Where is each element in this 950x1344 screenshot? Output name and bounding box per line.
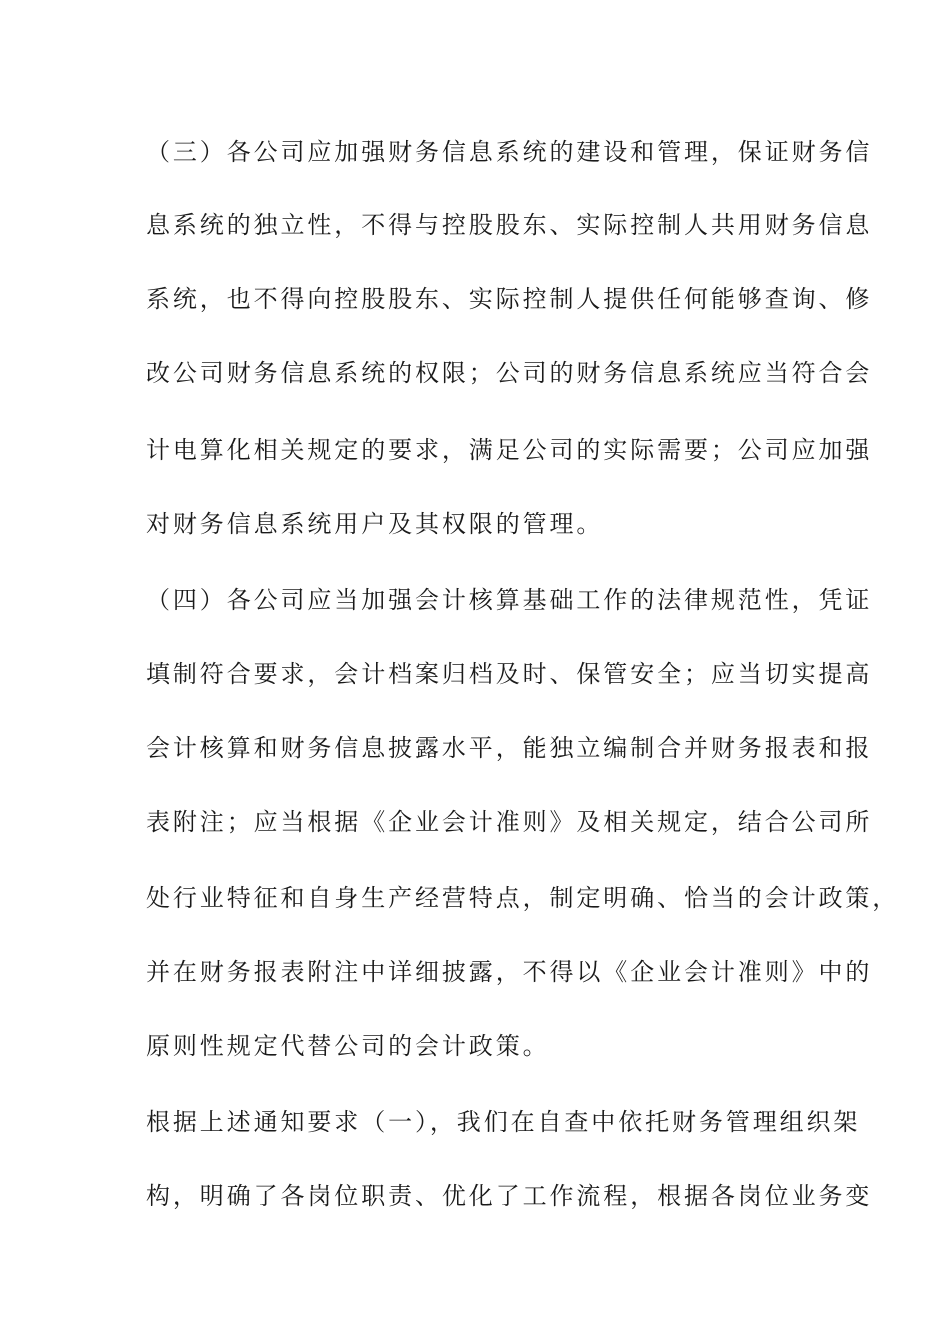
- text-line: 构，明确了各岗位职责、优化了工作流程，根据各岗位业务变: [146, 1182, 873, 1210]
- text-line: 填制符合要求，会计档案归档及时、保管安全；应当切实提高: [146, 660, 873, 688]
- text-line: 系统，也不得向控股股东、实际控制人提供任何能够查询、修: [146, 285, 873, 313]
- text-line: 并在财务报表附注中详细披露，不得以《企业会计准则》中的: [146, 958, 873, 986]
- text-line: 计电算化相关规定的要求，满足公司的实际需要；公司应加强: [146, 436, 873, 464]
- text-line: 对财务信息系统用户及其权限的管理。: [146, 510, 604, 538]
- text-line: 改公司财务信息系统的权限；公司的财务信息系统应当符合会: [146, 359, 873, 387]
- text-line: 息系统的独立性，不得与控股股东、实际控制人共用财务信息: [146, 211, 873, 239]
- text-line: 处行业特征和自身生产经营特点，制定明确、恰当的会计政策，: [146, 884, 900, 912]
- text-line: 会计核算和财务信息披露水平，能独立编制合并财务报表和报: [146, 734, 873, 762]
- text-line: 表附注；应当根据《企业会计准则》及相关规定，结合公司所: [146, 808, 873, 836]
- text-line: （三）各公司应加强财务信息系统的建设和管理，保证财务信: [146, 138, 873, 166]
- text-line: 原则性规定代替公司的会计政策。: [146, 1032, 550, 1060]
- text-line: 根据上述通知要求（一），我们在自查中依托财务管理组织架: [146, 1108, 861, 1136]
- text-line: （四）各公司应当加强会计核算基础工作的法律规范性，凭证: [146, 586, 873, 614]
